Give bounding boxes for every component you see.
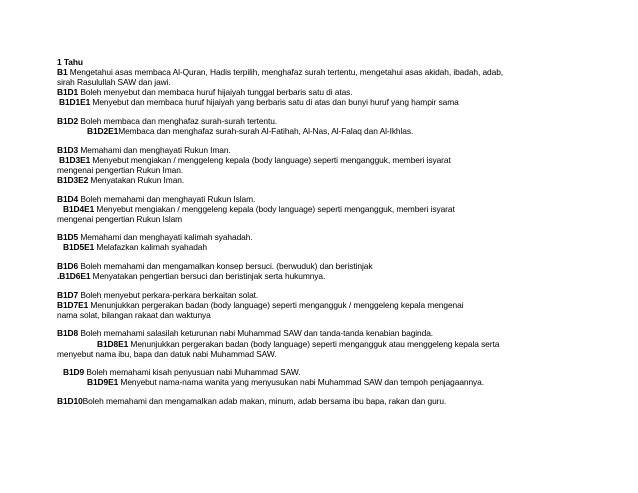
text-b1d9: Boleh memahami kisah penyusuan nabi Muhammad SAW.	[84, 367, 301, 378]
item-b1d2	[57, 116, 617, 126]
code-b1d6: B1D6	[57, 261, 79, 271]
item-b1d3e2	[57, 175, 617, 185]
level-heading: 1 Tahu	[57, 57, 83, 67]
code-b1d7: B1D7	[57, 289, 79, 300]
item-b1d4e1	[57, 204, 617, 214]
code-b1d8e1: B1D8E1	[97, 338, 129, 349]
item-b1d3	[57, 145, 617, 155]
code-b1d2: B1D2	[57, 115, 79, 126]
text-b1d4e1-continued: mengenai pengertian Rukun Islam	[57, 213, 183, 224]
item-b1d3e1	[57, 155, 617, 165]
item-b1d8e1	[57, 339, 617, 349]
code-b1d9e1: B1D9E1	[87, 377, 119, 388]
code-b1d3e1: B1D3E1	[59, 154, 91, 165]
text-b1d2: Boleh membaca dan menghafaz surah-surah tertentu.	[78, 115, 278, 126]
text-b1d9e1: Menyebut nama-nama wanita yang menyusukan nabi Muhammad SAW dan tempoh penjagaannya.	[118, 377, 484, 388]
text-b1d4e1: Menyebut mengiakan / menggeleng kepala (body language) seperti mengangguk, memberi isyarat	[94, 203, 455, 214]
code-b1d2e1: B1D2E1	[87, 126, 119, 137]
item-b1d9e1	[57, 377, 617, 387]
item-b1d6e1	[57, 271, 617, 281]
item-b1d1	[57, 87, 617, 97]
code-b1d6e1: .B1D6E1	[57, 271, 91, 282]
code-b1d7e1: B1D7E1	[57, 299, 89, 310]
text-b1d5: Memahami dan menghayati kalimah syahadah.	[78, 232, 253, 243]
text-b1d6e1: Menyatakan pengertian bersuci dan beristinjak serta hukumnya.	[90, 271, 326, 282]
item-b1d7e1	[57, 300, 617, 310]
text-b1d4: Boleh memahami dan menghayati Rukun Islam.	[78, 193, 256, 204]
text-b1d10: Boleh memahami dan mengamalkan adab makan, minum, adab bersama ibu bapa, rakan dan guru.	[82, 395, 447, 406]
text-b1d7: Boleh menyebut perkara-perkara berkaitan solat.	[78, 289, 259, 300]
item-b1d9	[57, 367, 617, 377]
text-b1d3e1: Menyebut mengiakan / menggeleng kepala (body language) seperti mengangguk, memberi isyarat	[90, 154, 451, 165]
code-b1d8: B1D8	[57, 328, 79, 339]
text-b1d6: Boleh memahami dan mengamalkan konsep bersuci. (berwuduk) dan beristinjak	[78, 261, 373, 271]
code-b1d9: B1D9	[63, 367, 85, 378]
document-body	[57, 57, 617, 406]
code-b1d1: B1D1	[57, 87, 79, 98]
item-b1	[57, 67, 617, 77]
code-b1d5e1: B1D5E1	[63, 242, 95, 253]
code-b1d3e2: B1D3E2	[57, 174, 89, 185]
item-b1d4	[57, 194, 617, 204]
text-b1-continued: sirah Rasulullah SAW dan jawi.	[57, 77, 171, 88]
item-b1d1e1	[57, 97, 617, 107]
text-b1d8e1: Menunjukkan pergerakan badan (body language) seperti mengangguk atau menggeleng kepala serta	[128, 338, 500, 349]
code-b1d3: B1D3	[57, 144, 79, 155]
text-b1d8: Boleh memahami salasilah keturunan nabi Muhammad SAW dan tanda-tanda kenabian baginda.	[78, 328, 434, 339]
text-b1d3: Memahami dan menghayati Rukun Iman.	[78, 144, 231, 155]
item-b1d5	[57, 232, 617, 242]
text-b1d5e1: Melafazkan kalimah syahadah	[94, 242, 207, 253]
text-b1d2e1: Membaca dan menghafaz surah-surah Al-Fatihah, Al-Nas, Al-Falaq dan Al-Ikhlas.	[118, 126, 414, 137]
item-b1d7	[57, 290, 617, 300]
text-b1d3e2: Menyatakan Rukun Iman.	[88, 174, 185, 185]
text-b1d1e1: Menyebut dan membaca huruf hijaiyah yang berbaris satu di atas dan bunyi huruf yang hampir sama	[90, 97, 459, 108]
item-b1d8	[57, 328, 617, 338]
code-b1d4: B1D4	[57, 193, 79, 204]
code-b1d1e1: B1D1E1	[59, 97, 91, 108]
code-b1d10: B1D10	[57, 395, 83, 406]
item-b1d6	[57, 261, 617, 271]
item-b1d5e1	[57, 242, 617, 252]
text-b1d7e1-continued: nama solat, bilangan rakaat dan waktunya	[57, 309, 211, 320]
code-b1d4e1: B1D4E1	[63, 203, 95, 214]
item-b1d10	[57, 396, 617, 406]
code-b1d5: B1D5	[57, 232, 79, 243]
text-b1d8e1-continued: menyebut nama ibu, bapa dan datuk nabi Muhammad SAW.	[57, 348, 277, 359]
item-b1d2e1	[57, 126, 617, 136]
text-b1d1: Boleh menyebut dan membaca huruf hijaiyah tunggal berbaris satu di atas.	[78, 87, 353, 98]
text-b1d7e1: Menunjukkan pergerakan badan (body language) seperti mengangguk / menggeleng kepala mengenai	[88, 299, 464, 310]
text-b1: Mengetahui asas membaca Al-Quran, Hadis terpilih, menghafaz surah tertentu, mengetahui asas akidah, ibadah, adab,	[67, 67, 504, 78]
text-b1d3e1-continued: mengenai pengertian Rukun Iman.	[57, 164, 184, 175]
code-b1: B1	[57, 67, 68, 78]
